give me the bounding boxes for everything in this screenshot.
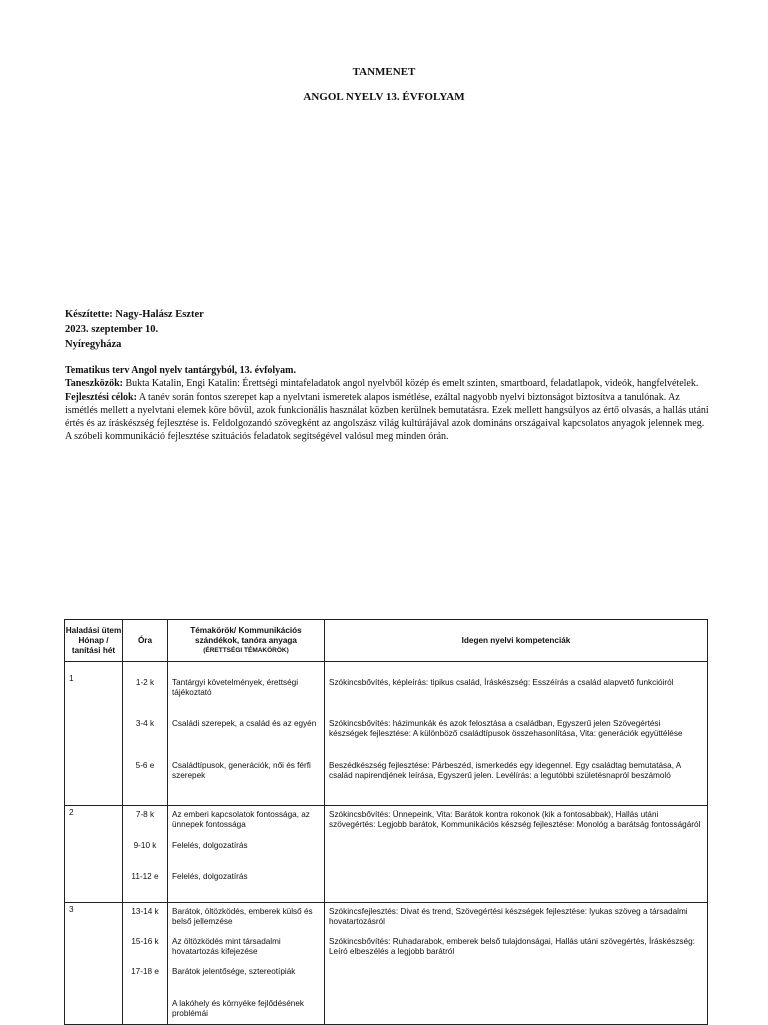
topic-text: Családi szerepek, a család és az egyén bbox=[172, 719, 317, 728]
week-cell bbox=[65, 806, 123, 903]
topic-text: Az emberi kapcsolatok fontossága, az ünnepek fontossága bbox=[172, 810, 310, 829]
topic-text: Tantárgyi követelmények, érettségi tájékoztató bbox=[172, 678, 299, 697]
date-line: 2023. szeptember 10. bbox=[65, 324, 159, 335]
competence-text: Szókincsbővítés, képleírás: tipikus család, Íráskészség: Esszéírás a család alapvető funkcióiról bbox=[329, 678, 674, 687]
tools-paragraph bbox=[65, 377, 710, 390]
topic-cell bbox=[168, 903, 325, 1025]
week-number: 2 bbox=[69, 808, 74, 817]
intro-section bbox=[65, 364, 710, 444]
hour-label: 5-6 e bbox=[135, 761, 155, 770]
hour-label: 9-10 k bbox=[133, 841, 157, 850]
competence-cell bbox=[325, 903, 708, 1025]
hour-label: 17-18 e bbox=[131, 967, 159, 976]
curriculum-table bbox=[64, 619, 708, 1025]
topic-text: Az öltözködés mint társadalmi hovatartozás kifejezése bbox=[172, 937, 281, 956]
header-topic-label: Témakörök/ Kommunikációs szándékok, tanóra anyaga bbox=[190, 625, 302, 645]
table-row bbox=[65, 662, 708, 806]
header-topic-note: (ÉRETTSÉGI TÉMAKÖRÖK) bbox=[203, 646, 289, 654]
header-hour: Óra bbox=[123, 620, 168, 662]
document-subtitle: ANGOL NYELV 13. ÉVFOLYAM bbox=[303, 91, 465, 103]
topic-text: Barátok, öltözködés, emberek külső és belső jellemzése bbox=[172, 907, 313, 926]
tools-text: Bukta Katalin, Engi Katalin: Érettségi mintafeladatok angol nyelvből közép és emelt szinten, smartboard, feladatlapok, videók, hangfelvételek. bbox=[122, 378, 699, 390]
goals-text: A tanév során fontos szerepet kap a nyelvtani ismeretek alapos ismétlése, ezáltal nagyobb nyelvi biztonságot biztosítva a tanulónak. Az ismétlés mellett a nyelvtani elemek köre bővül, azok funkcionális használat közben kerülnek bemutatásra. Ezek mellett hangsúlyos az értő olvasás, a hallás utáni értés és az íráskészség fejlesztése is. Feldolgozandó szövegként az angolszász világ kultúrájával azok domináns országaival kapcsolatos anyagok jelennek meg. A szóbeli kommunikáció fejlesztése szituációs feladatok segítségével valósul meg minden órán. bbox=[65, 391, 709, 443]
header-topic bbox=[168, 620, 325, 662]
author-line: Készítette: Nagy-Halász Eszter bbox=[65, 309, 204, 320]
table-row bbox=[65, 806, 708, 903]
hour-cell bbox=[123, 903, 168, 1025]
plan-title: Tematikus terv Angol nyelv tantárgyból, 13. évfolyam. bbox=[65, 365, 297, 376]
author-block bbox=[65, 307, 204, 352]
goals-label: Fejlesztési célok: bbox=[65, 391, 137, 403]
hour-label: 11-12 e bbox=[131, 872, 159, 881]
hour-label: 1-2 k bbox=[135, 678, 155, 687]
topic-text: Felelés, dolgozatírás bbox=[172, 872, 248, 881]
topic-text: A lakóhely és környéke fejlődésének problémái bbox=[172, 999, 304, 1018]
header-week: Haladási ütem Hónap / tanítási hét bbox=[65, 620, 123, 662]
header-competence: Idegen nyelvi kompetenciák bbox=[325, 620, 708, 662]
competence-text: Szókincsfejlesztés: Divat és trend, Szövegértési készségek fejlesztése: lyukas szöveg a társadalmi hovatartozásról bbox=[329, 907, 688, 926]
competence-text: Beszédkészség fejlesztése: Párbeszéd, ismerkedés egy idegennel. Egy családtag bemutatása, A család napirendjének leírása, Egyszerű jelen. Levélírás: a legutóbbi születésnapról beszámoló bbox=[329, 761, 681, 780]
competence-cell bbox=[325, 806, 708, 903]
topic-cell bbox=[168, 806, 325, 903]
topic-cell bbox=[168, 662, 325, 806]
week-cell bbox=[65, 662, 123, 806]
hour-label: 7-8 k bbox=[135, 810, 155, 819]
topic-text: Felelés, dolgozatírás bbox=[172, 841, 248, 850]
topic-text: Családtípusok, generációk, női és férfi szerepek bbox=[172, 761, 311, 780]
hour-cell bbox=[123, 662, 168, 806]
week-cell bbox=[65, 903, 123, 1025]
table-row bbox=[65, 903, 708, 1025]
hour-label: 3-4 k bbox=[135, 719, 155, 728]
week-number: 1 bbox=[69, 674, 74, 683]
competence-text: Szókincsbővítés: házimunkák és azok felosztása a családban, Egyszerű jelen Szövegértési készségek fejlesztése: A különböző családtípusok összehasonlítása, Vita: generációk együttélése bbox=[329, 719, 683, 738]
tools-label: Taneszközök: bbox=[65, 378, 123, 390]
hour-cell bbox=[123, 806, 168, 903]
hour-label: 15-16 k bbox=[131, 937, 159, 946]
topic-text: Barátok jelentősége, sztereotípiák bbox=[172, 967, 296, 976]
goals-paragraph bbox=[65, 391, 710, 444]
competence-text: Szókincsbővítés: Ünnepeink, Vita: Barátok kontra rokonok (kik a fontosabbak), Hallás utáni szövegértés: Legjobb barátok, Kommunikációs készség fejlesztése: Monológ a barátság fontosságáról bbox=[329, 810, 701, 829]
city-line: Nyíregyháza bbox=[65, 339, 122, 350]
hour-label: 13-14 k bbox=[131, 907, 159, 916]
competence-text: Szókincsbővítés: Ruhadarabok, emberek belső tulajdonságai, Hallás utáni szövegértés, Íráskészség: Leíró elbeszélés a legjobb barátról bbox=[329, 937, 695, 956]
table-header-row bbox=[65, 620, 708, 662]
competence-cell bbox=[325, 662, 708, 806]
week-number: 3 bbox=[69, 905, 74, 914]
document-title: TANMENET bbox=[352, 66, 416, 78]
